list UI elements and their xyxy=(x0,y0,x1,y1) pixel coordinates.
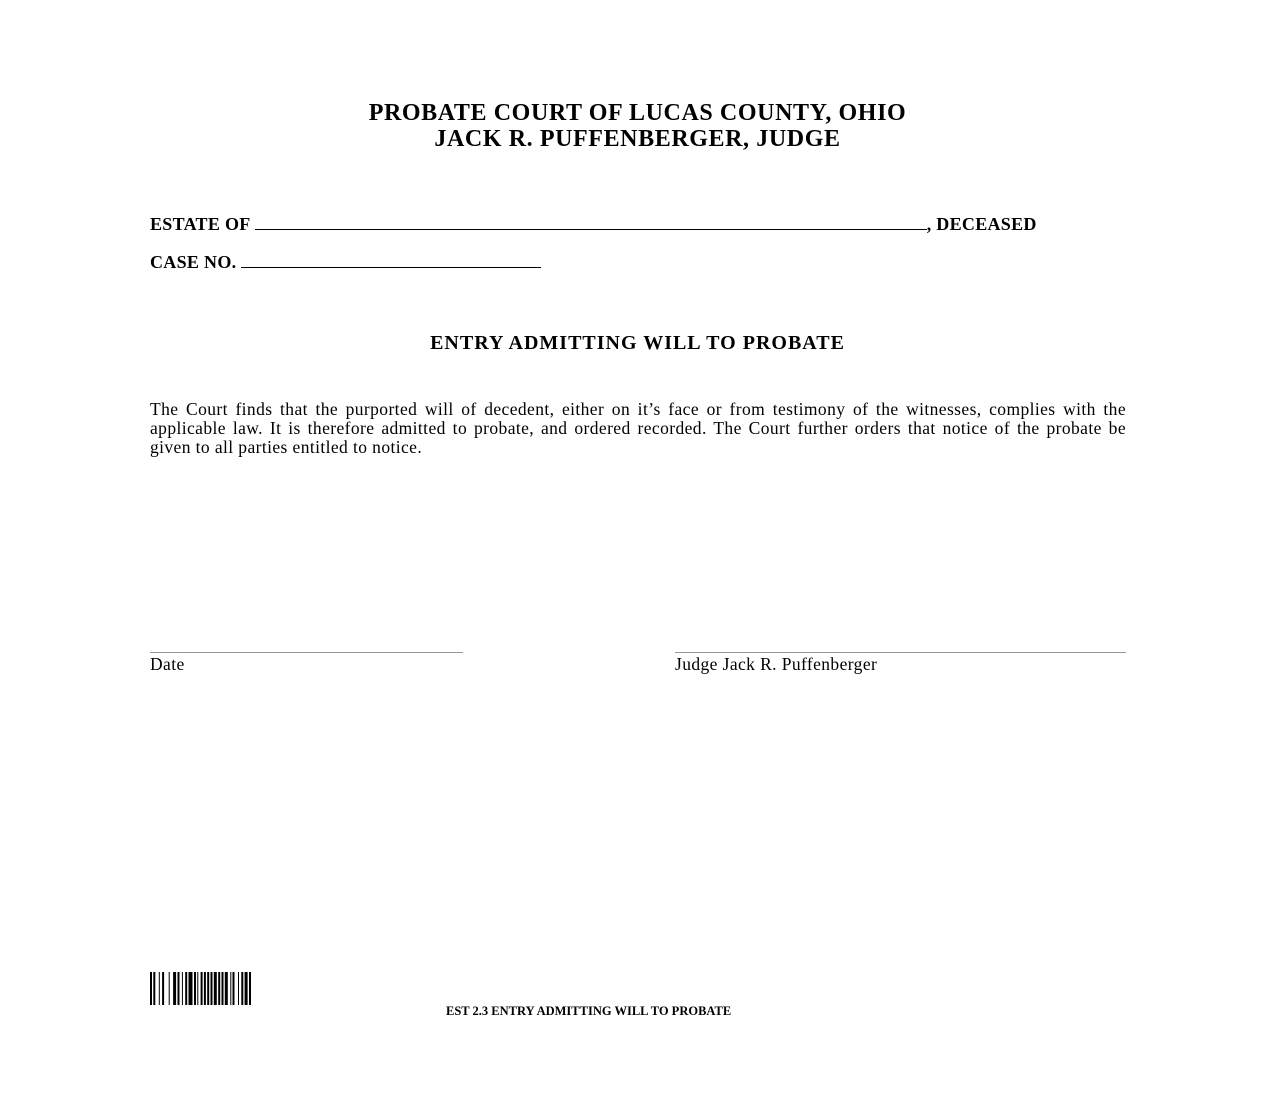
barcode-bar xyxy=(225,972,228,1005)
barcode-bar xyxy=(159,972,160,1005)
barcode-bar xyxy=(162,972,164,1005)
court-name: PROBATE COURT OF LUCAS COUNTY, OHIO xyxy=(368,100,907,126)
judge-signature-line xyxy=(675,652,1126,653)
barcode-bar xyxy=(214,972,217,1005)
barcode-bar xyxy=(173,972,176,1005)
date-signature-line xyxy=(150,652,463,653)
barcode-bar xyxy=(233,972,235,1005)
barcode-bar xyxy=(182,972,183,1005)
case-label: CASE NO. xyxy=(150,252,237,272)
judge-signature-label: Judge Jack R. Puffenberger xyxy=(675,654,878,674)
barcode-bar xyxy=(245,972,248,1005)
barcode-bar xyxy=(169,972,170,1005)
barcode-bar xyxy=(241,972,243,1005)
document-title: ENTRY ADMITTING WILL TO PROBATE xyxy=(430,332,845,354)
barcode-bar xyxy=(222,972,224,1005)
deceased-label: , DECEASED xyxy=(926,214,1037,234)
barcode-image xyxy=(150,972,320,1005)
barcode-bar xyxy=(194,972,196,1005)
barcode-bar xyxy=(150,972,152,1005)
barcode-bar xyxy=(153,972,155,1005)
barcode-bar xyxy=(230,972,231,1005)
estate-label: ESTATE OF xyxy=(150,214,250,234)
estate-field[interactable] xyxy=(255,215,927,230)
barcode-bar xyxy=(201,972,203,1005)
barcode-bar xyxy=(185,972,187,1005)
barcode-bar xyxy=(189,972,193,1005)
barcode-bar xyxy=(204,972,206,1005)
barcode-bar xyxy=(178,972,180,1005)
form-id: EST 2.3 ENTRY ADMITTING WILL TO PROBATE xyxy=(446,1004,732,1018)
date-label: Date xyxy=(150,654,185,674)
barcode-bar xyxy=(197,972,198,1005)
barcode-bar xyxy=(238,972,239,1005)
estate-row xyxy=(150,214,1126,235)
judge-name: JACK R. PUFFENBERGER, JUDGE xyxy=(434,126,841,152)
case-number-field[interactable] xyxy=(241,253,541,268)
body-paragraph: The Court finds that the purported will of decedent, either on it’s face or from testimony of the witnesses, complies with the applicable law. It is therefore admitted to probate, and ordered recorded. The Court further orders that notice of the probate be given to all parties entitled to notice. xyxy=(150,399,1126,457)
barcode-bar xyxy=(207,972,209,1005)
case-row xyxy=(150,252,541,273)
barcode-bar xyxy=(249,972,251,1005)
barcode-bar xyxy=(211,972,213,1005)
barcode-bar xyxy=(218,972,220,1005)
